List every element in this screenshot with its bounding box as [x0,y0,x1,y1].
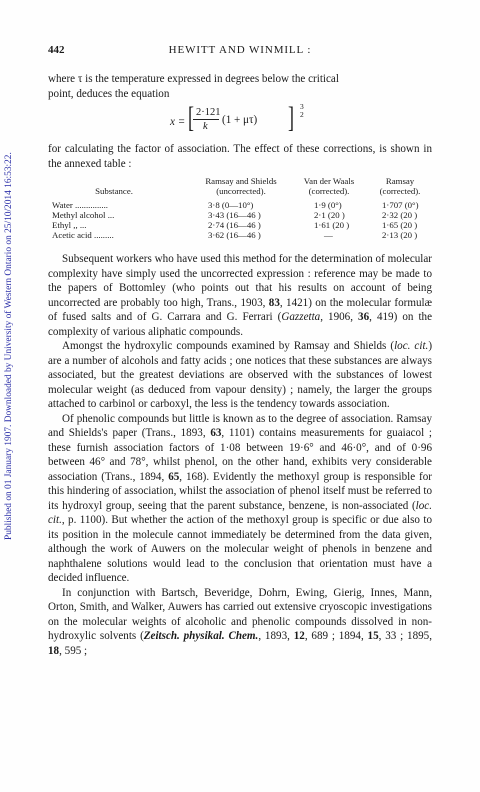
p5-text-i: , 595 ; [59,644,88,657]
intro-line-2: point, deduces the equation [48,87,170,100]
cell-ramsay: 1·707 (0°) [382,200,419,210]
p5-journal: Zeitsch. physikal. Chem. [143,630,259,642]
p2-gazzetta: Gazzetta [281,311,321,323]
col-header-vdw-title: Van der Waals [303,176,355,186]
intro-line-1: where τ is the temperature expressed in degrees below the critical [48,73,339,85]
table-row [48,231,432,241]
p4-text-g: , p. 1100). But whether the action of the methoxyl group is specific or due also to its position in the molecule cannot immediately be determined from the data given, although the work of Auwers on the molecular weight of phenols in benzene and naphthalene solutions would lead to the conclusion that orientation must have a decided influence. [48,514,432,584]
cell-substance: Acetic acid ......... [52,230,114,240]
col-header-ramsay-shields-title: Ramsay and Shields [205,176,277,186]
p5-text-c: , 1893, [258,630,294,642]
p4-text-a: Of phenolic compounds but little is known as to the degree of association. Ramsay and Shields's paper (Trans., 1893, [48,412,432,439]
col-header-van-der-waals [294,177,364,196]
p4-text-e: , 168). Evidently the methoxyl group is responsible for this hindering of association, whilst the association of phenol itself must be referred to its hydroxyl group, seeing that the parent substance, benzene, is non-associated ( [48,470,432,512]
p4-volume-63: 63 [210,427,222,439]
exponent-denominator: 2 [300,110,304,119]
cell-substance: Water ............... [52,200,108,210]
cell-ramsay: 2·13 (20 ) [382,230,418,240]
cell-ramsay-shields: 3·8 (0—10°) [208,200,254,210]
p2-text-g: , 419) on the complexity of various aliphatic compounds. [48,311,433,338]
p4-volume-65: 65 [168,470,180,483]
cell-vdw: 2·1 (20 ) [314,210,345,220]
p5-volume-12: 12 [293,630,305,642]
cell-ramsay-shields: 2·74 (16—46 ) [208,220,261,230]
paragraph-phenolic [48,412,432,586]
col-header-vdw-sub: (corrected). [308,185,350,196]
cell-ramsay-shields: 3·43 (16—46 ) [208,210,261,220]
col-header-ramsay-shields [196,177,286,196]
download-watermark: Published on 01 January 1907. Downloaded by University of Western Ontario on 25/10/2014 16:53:22. [4,152,14,540]
cell-ramsay: 1·65 (20 ) [382,220,418,230]
paragraph-subsequent-workers [48,252,432,339]
equation-factor: (1 + μτ) [222,114,258,126]
p3-loc-cit: loc. cit. [394,340,429,352]
paragraph-hydroxylic [48,339,432,412]
exponent-numerator: 3 [300,102,304,111]
p2-volume-83: 83 [268,296,280,309]
p5-volume-15: 15 [367,630,379,642]
p5-text-a: In conjunction with Bartsch, Beveridge, Dohrn, Ewing, Gierig, Innes, Mann, Orton, Smith, and Walker, Auwers has carried out extensive cryoscopic investigations on the molecular weights of alcoholic and phenolic compounds dissolved in non-hydroxylic solvents ( [48,586,432,642]
p5-volume-18: 18 [48,644,60,657]
page-number: 442 [48,44,65,56]
cell-vdw: 1·9 (0°) [314,200,342,210]
page-header [48,44,432,58]
p2-text-e: , 1906, [320,311,359,323]
equation-lhs: x = [170,116,186,128]
running-title: HEWITT AND WINMILL : [168,44,312,56]
cell-substance: Ethyl ,, ... [52,220,87,230]
cell-ramsay: 2·32 (20 ) [382,210,418,220]
association-equation [48,103,432,139]
col-header-ramsay-sub: (corrected). [379,185,421,196]
p3-text-a: Amongst the hydroxylic compounds examined by Ramsay and Shields ( [62,340,395,352]
p4-text-c: , 1101) contains measurements for guaiacol ; these furnish association factors of 1·08 between 19·6° and 46·0°, and of 0·96 between 46° and 78°, whilst phenol, on the other hand, exhibits very considerable association (Trans., 1894, [48,427,432,483]
right-bracket: ] [288,101,294,134]
cell-ramsay-shields: 3·62 (16—46 ) [208,230,261,240]
association-table [48,177,432,243]
col-header-ramsay-shields-sub: (uncorrected). [216,185,266,196]
p3-text-c: ) are a number of alcohols and fatty acids ; one notices that these substances are always associated, but the greatest deviations are observed with the substances of lowest molecular weight (as deduced from vapour density) ; namely, the larger the groups attached to carbinol or carboxyl, the less is the tendency towards association. [48,340,433,410]
equation-numerator: 2·121 [196,107,221,118]
p2-text-a: Subsequent workers who have used this method for the determination of molecular complexity have simply used the uncorrected expression : reference may be made to the papers of Bottomley (who points out that his results on account of being uncorrected are probably too high, Trans., 1903, [48,253,432,309]
after-equation-paragraph: for calculating the factor of association. The effect of these corrections, is shown in the annexed table : [48,143,432,170]
cell-vdw: 1·61 (20 ) [314,220,350,230]
equation-denominator: k [203,121,208,132]
p5-text-g: , 33 ; 1895, [378,630,433,642]
col-header-ramsay-title: Ramsay [385,176,415,186]
left-bracket: [ [188,101,194,134]
p4-loc-cit: loc. cit. [48,499,432,526]
cell-substance: Methyl alcohol ... [52,210,115,220]
p2-text-c: , 1421) on the molecular formulæ of fused salts and of G. Carrara and G. Ferrari ( [48,296,433,323]
page-body [48,72,432,658]
p5-text-e: , 689 ; 1894, [304,630,368,642]
equation-exponent [300,103,304,119]
paragraph-auwers [48,586,432,659]
col-header-ramsay [368,177,432,196]
col-header-substance: Substance. [95,186,133,196]
cell-vdw: — [324,230,333,240]
p2-volume-36: 36 [358,311,370,323]
